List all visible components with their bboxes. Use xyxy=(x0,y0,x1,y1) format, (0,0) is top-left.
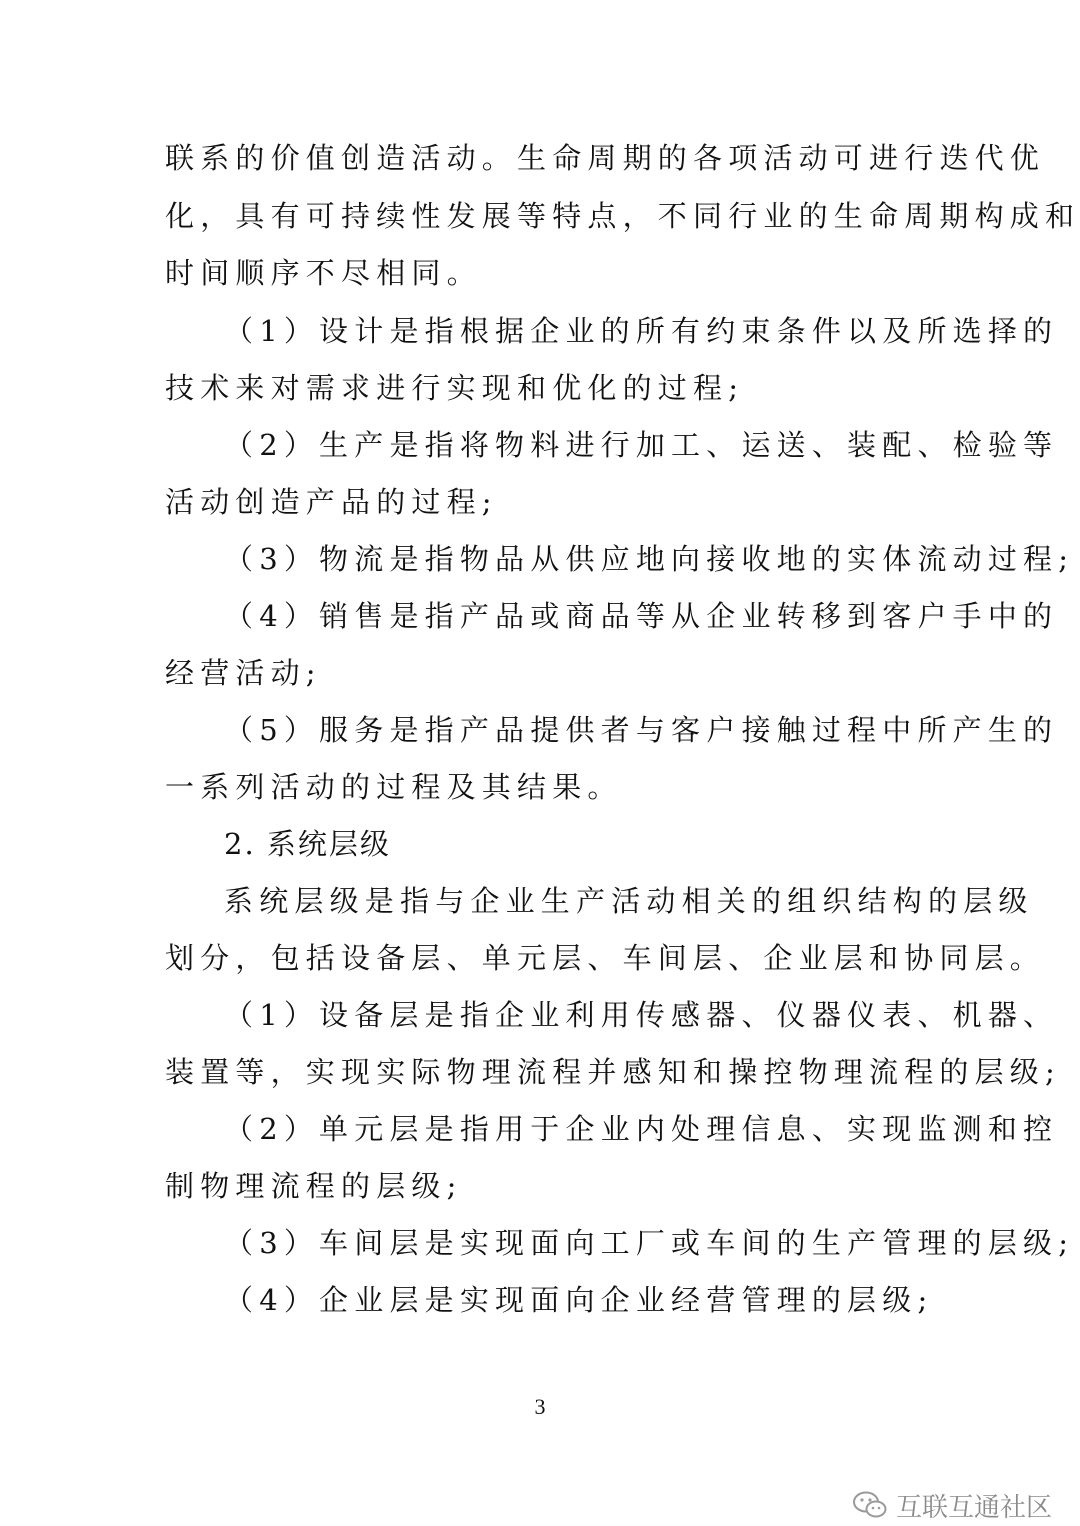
paragraph-line: 制物理流程的层级; xyxy=(165,1169,463,1203)
list-item: （1）设计是指根据企业的所有约束条件以及所选择的 xyxy=(224,314,1059,348)
paragraph-line: 经营活动; xyxy=(165,656,322,690)
list-item: （5）服务是指产品提供者与客户接触过程中所产生的 xyxy=(224,713,1059,747)
paragraph-line: 装置等，实现实际物理流程并感知和操控物理流程的层级; xyxy=(165,1055,1061,1089)
list-item: （2）生产是指将物料进行加工、运送、装配、检验等 xyxy=(224,428,1059,462)
paragraph-line: 一系列活动的过程及其结果。 xyxy=(165,770,623,804)
paragraph-line: 系统层级是指与企业生产活动相关的组织结构的层级 xyxy=(224,884,1034,918)
list-item: （1）设备层是指企业利用传感器、仪器仪表、机器、 xyxy=(224,998,1059,1032)
watermark-text: 互联互通社区 xyxy=(895,1492,1052,1523)
watermark xyxy=(852,1488,1052,1522)
list-item: （4）企业层是实现面向企业经营管理的层级; xyxy=(224,1283,934,1317)
list-item: （3）物流是指物品从供应地向接收地的实体流动过程; xyxy=(224,542,1075,576)
list-item: （3）车间层是实现面向工厂或车间的生产管理的层级; xyxy=(224,1226,1075,1260)
page-number: 3 xyxy=(534,1394,546,1419)
list-item: （2）单元层是指用于企业内处理信息、实现监测和控 xyxy=(224,1112,1059,1146)
section-heading: 2. 系统层级 xyxy=(224,827,391,861)
list-item: （4）销售是指产品或商品等从企业转移到客户手中的 xyxy=(224,599,1059,633)
paragraph-line: 时间顺序不尽相同。 xyxy=(165,256,482,290)
paragraph-line: 技术来对需求进行实现和优化的过程; xyxy=(165,371,745,405)
paragraph-line: 活动创造产品的过程; xyxy=(165,485,498,519)
paragraph-line: 化，具有可持续性发展等特点，不同行业的生命周期构成和 xyxy=(165,199,1080,233)
paragraph-line: 划分，包括设备层、单元层、车间层、企业层和协同层。 xyxy=(165,941,1046,975)
paragraph-line: 联系的价值创造活动。生命周期的各项活动可进行迭代优 xyxy=(165,141,1046,175)
wechat-icon xyxy=(852,1490,888,1520)
